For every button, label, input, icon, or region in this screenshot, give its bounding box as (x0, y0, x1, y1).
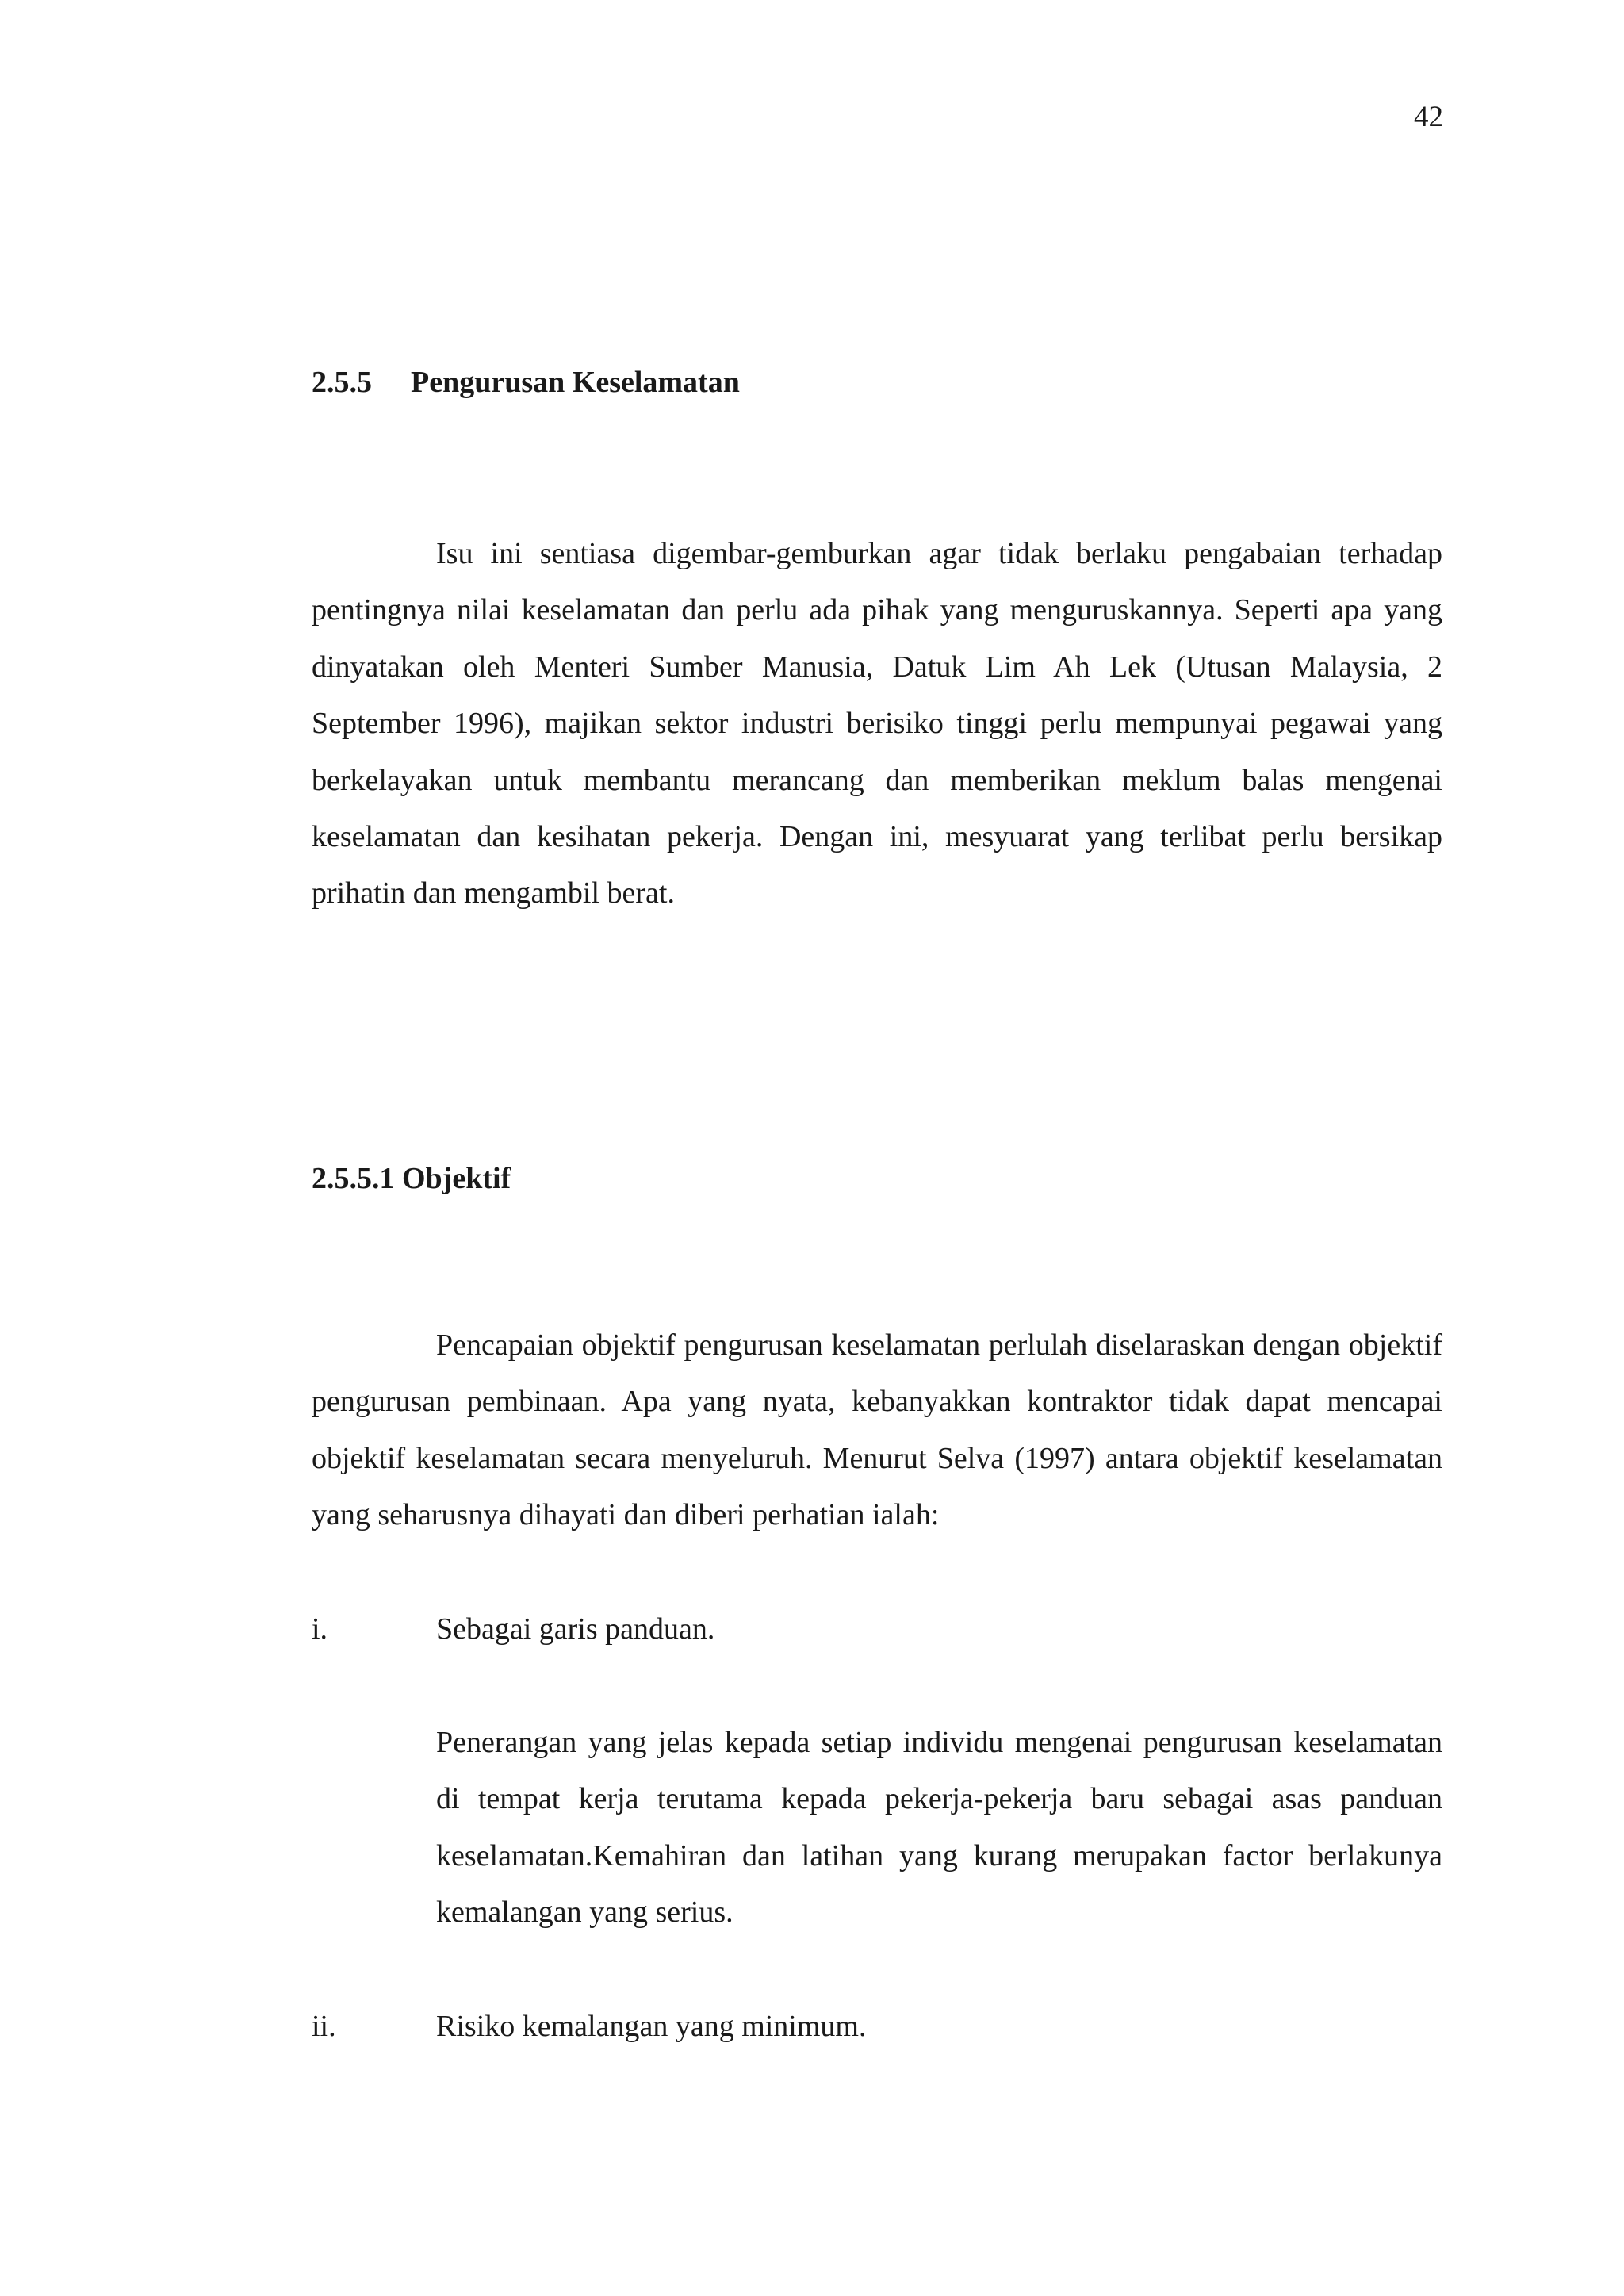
list-item-garis-panduan (312, 1610, 714, 1648)
list-item-title: Sebagai garis panduan. (436, 1612, 715, 1646)
list-item-description: Penerangan yang jelas kepada setiap individu mengenai pengurusan keselamatan di tempat kerja terutama kepada pekerja-pekerja baru sebagai asas panduan keselamatan.Kemahiran dan latihan yang kurang merupakan factor berlakunya kemalangan yang serius. (436, 1726, 1442, 1930)
page-number: 42 (1414, 101, 1443, 133)
subsection-number: 2.5.5.1 (312, 1162, 395, 1195)
subsection-heading-objektif (312, 1159, 511, 1198)
subsection-paragraph-objektif: Pencapaian objektif pengurusan keselamatan perlulah diselaraskan dengan objektif pengurusan pembinaan. Apa yang nyata, kebanyakkan kontraktor tidak dapat mencapai objektif keselamatan secara menyeluruh. Menurut Selva (1997) antara objektif keselamatan yang seharusnya dihayati dan diberi perhatian ialah: (312, 1328, 1442, 1532)
section-heading-pengurusan-keselamatan (312, 363, 740, 401)
list-marker: i. (312, 1612, 328, 1646)
section-paragraph-pengurusan-keselamatan: Isu ini sentiasa digembar-gemburkan agar tidak berlaku pengabaian terhadap pentingnya nilai keselamatan dan perlu ada pihak yang menguruskannya. Seperti apa yang dinyatakan oleh Menteri Sumber Manusia, Datuk Lim Ah Lek (Utusan Malaysia, 2 September 1996), majikan sektor industri berisiko tinggi perlu mempunyai pegawai yang berkelayakan untuk membantu merancang dan memberikan meklum balas mengenai keselamatan dan kesihatan pekerja. Dengan ini, mesyuarat yang terlibat perlu bersikap prihatin dan mengambil berat. (312, 537, 1442, 910)
list-item-title: Risiko kemalangan yang minimum. (436, 2010, 867, 2043)
section-number: 2.5.5 (312, 366, 372, 399)
list-item-risiko-kemalangan (312, 2007, 866, 2045)
subsection-title: Objektif (402, 1162, 511, 1195)
section-title: Pengurusan Keselamatan (411, 366, 740, 399)
list-marker: ii. (312, 2010, 336, 2043)
